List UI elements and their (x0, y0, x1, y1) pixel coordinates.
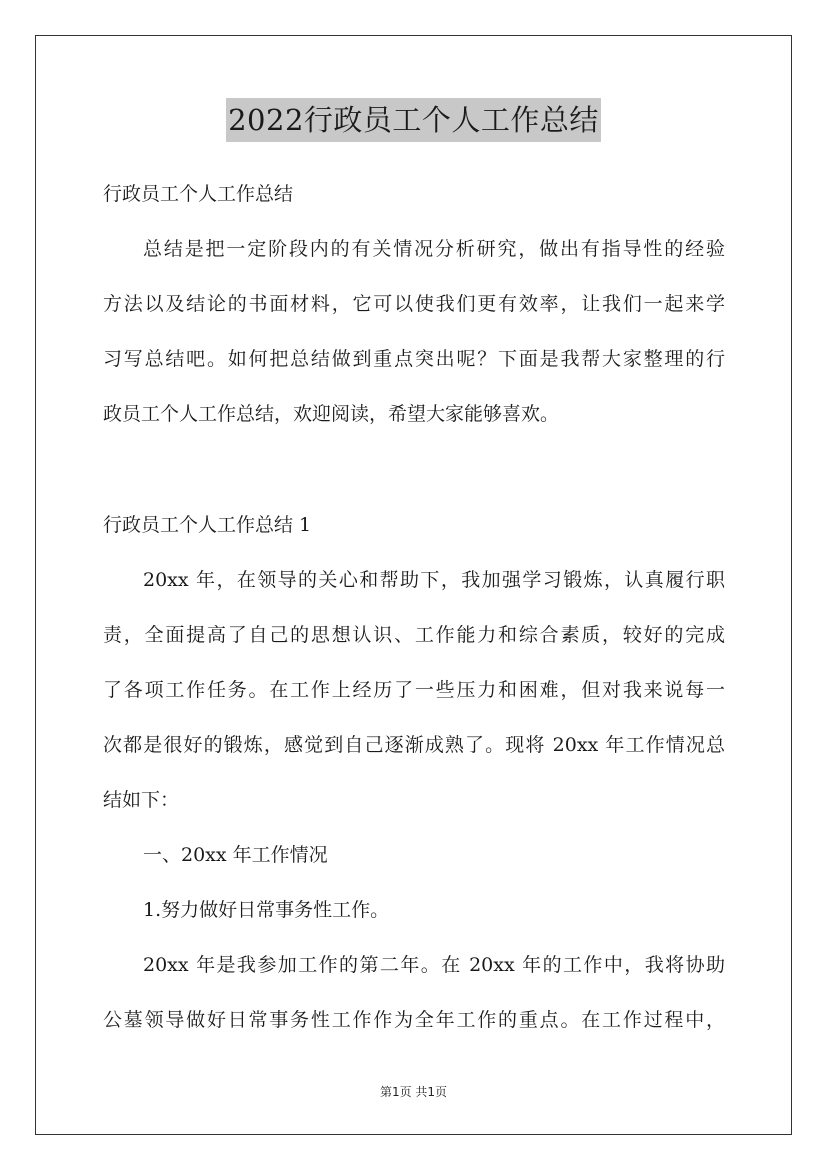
title-container (0, 98, 827, 142)
subheading: 1.努力做好日常事务性工作。 (143, 899, 390, 921)
body-line: 20xx 年是我参加工作的第二年。在 20xx 年的工作中，我将协助 (143, 954, 725, 976)
document-title: 2022行政员工个人工作总结 (226, 98, 601, 142)
intro-line: 政员工个人工作总结，欢迎阅读，希望大家能够喜欢。 (103, 403, 560, 425)
body-line: 公墓领导做好日常事务性工作作为全年工作的重点。在工作过程中， (103, 1009, 725, 1031)
body-line: 责，全面提高了自己的思想认识、工作能力和综合素质，较好的完成 (103, 624, 725, 646)
body-line: 次都是很好的锻炼，感觉到自己逐渐成熟了。现将 20xx 年工作情况总 (103, 734, 725, 756)
intro-line: 习写总结吧。如何把总结做到重点突出呢？下面是我帮大家整理的行 (103, 348, 725, 370)
intro-line: 总结是把一定阶段内的有关情况分析研究，做出有指导性的经验 (143, 238, 725, 260)
intro-line: 方法以及结论的书面材料，它可以使我们更有效率，让我们一起来学 (103, 293, 725, 315)
paragraph-gap (103, 442, 725, 498)
body-line: 结如下： (103, 789, 180, 811)
subtitle: 行政员工个人工作总结 (103, 183, 294, 205)
section-heading: 行政员工个人工作总结 1 (103, 514, 312, 536)
page-footer: 第1页 共1页 (379, 1085, 448, 1099)
document-body (103, 167, 725, 1048)
body-line: 20xx 年，在领导的关心和帮助下，我加强学习锻炼，认真履行职 (143, 569, 725, 591)
body-line: 了各项工作任务。在工作上经历了一些压力和困难，但对我来说每一 (103, 679, 725, 701)
subheading: 一、20xx 年工作情况 (143, 844, 328, 866)
